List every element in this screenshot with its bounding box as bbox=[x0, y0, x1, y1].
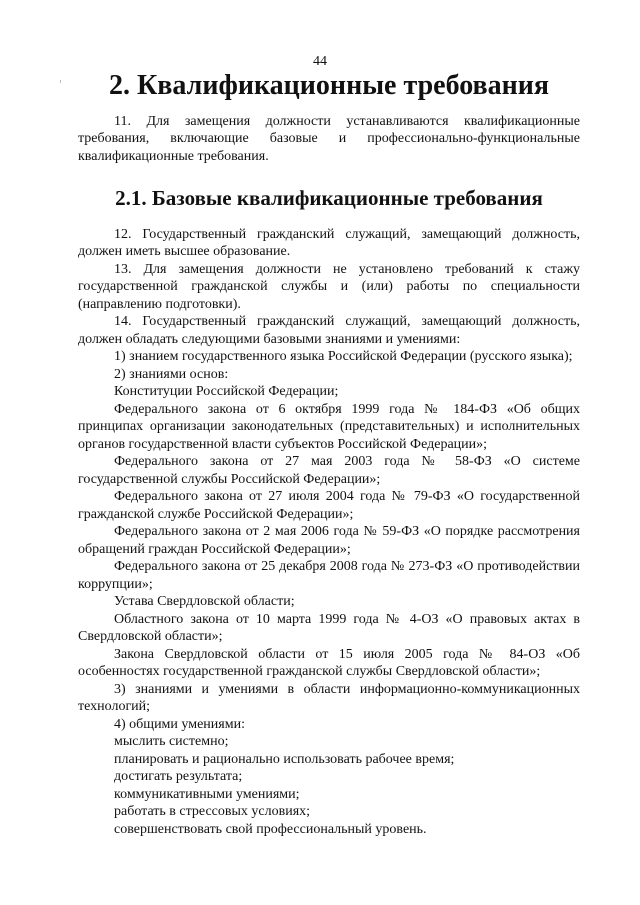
page-number: 44 bbox=[313, 54, 327, 69]
list-item: достигать результата; bbox=[114, 769, 243, 784]
list-item: Федерального закона от 27 июля 2004 года № 79-ФЗ «О государственной гражданской службе Российской Федерации»; bbox=[78, 489, 580, 522]
list-item: Областного закона от 10 марта 1999 года № 4-ОЗ «О правовых актах в Свердловской области»; bbox=[78, 611, 580, 644]
list-item: коммуникативными умениями; bbox=[114, 786, 300, 802]
list-item: Федерального закона от 6 октября 1999 года № 184-ФЗ «Об общих принципах организации законодательных (представительных) и исполнительных органов государственной власти субъектов Российской Федерации»; bbox=[78, 401, 580, 452]
list-item: 1) знанием государственного языка Российской Федерации (русского языка); bbox=[114, 349, 573, 364]
subsection-heading: 2.1. Базовые квалификационные требования bbox=[115, 186, 543, 210]
paragraph-11: 11. Для замещения должности устанавливаются квалификационные требования, включающие базовые и профессионально-функциональные квалификационные требования. bbox=[78, 113, 580, 164]
paragraph: 13. Для замещения должности не установлено требований к стажу государственной гражданской службы и (или) работы по специальности (направлению подготовки). bbox=[78, 261, 580, 312]
paragraph: 14. Государственный гражданский служащий, замещающий должность, должен обладать следующими базовыми знаниями и умениями: bbox=[78, 314, 580, 347]
list-item: Конституции Российской Федерации; bbox=[114, 384, 339, 399]
paragraph: 12. Государственный гражданский служащий, замещающий должность, должен иметь высшее образование. bbox=[78, 226, 580, 259]
list-item: Закона Свердловской области от 15 июля 2005 года № 84-ОЗ «Об особенностях государственной гражданской службы Свердловской области»; bbox=[78, 646, 580, 679]
list-item: планировать и рационально использовать рабочее время; bbox=[114, 751, 455, 767]
list-item: мыслить системно; bbox=[114, 734, 229, 749]
document-body bbox=[78, 70, 580, 838]
list-item: работать в стрессовых условиях; bbox=[114, 804, 311, 819]
list-item: Устава Свердловской области; bbox=[114, 594, 295, 609]
list-item: 3) знаниями и умениями в области информационно-коммуникационных технологий; bbox=[78, 681, 580, 714]
list-item: 4) общими умениями: bbox=[114, 716, 245, 732]
list-item: Федерального закона от 27 мая 2003 года № 58-ФЗ «О системе государственной службы Российской Федерации»; bbox=[78, 454, 580, 487]
section-heading: 2. Квалификационные требования bbox=[108, 70, 550, 101]
list-item: 2) знаниями основ: bbox=[114, 366, 229, 382]
list-item: Федерального закона от 25 декабря 2008 года № 273-ФЗ «О противодействии коррупции»; bbox=[78, 559, 580, 592]
list-item: Федерального закона от 2 мая 2006 года № 59-ФЗ «О порядке рассмотрения обращений граждан Российской Федерации»; bbox=[78, 524, 580, 557]
margin-mark bbox=[60, 80, 61, 83]
list-item: совершенствовать свой профессиональный уровень. bbox=[114, 821, 427, 837]
